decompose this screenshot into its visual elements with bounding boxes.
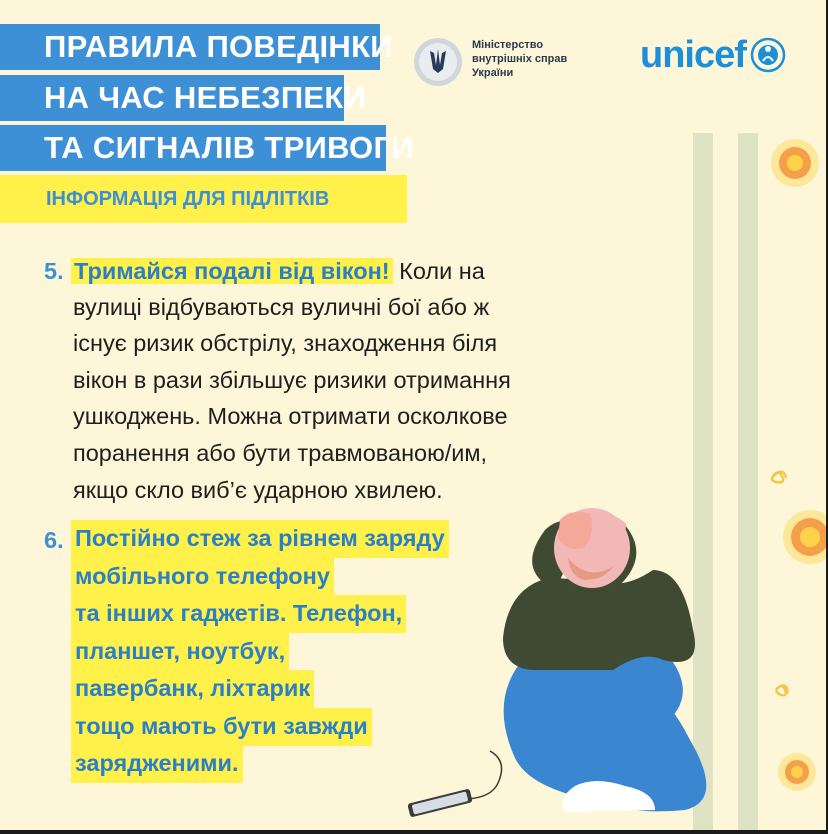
item-5-line-4: вікон в рази збільшує ризики отримання — [73, 367, 511, 393]
item-5-line-5: ушкоджень. Можна отримати осколкове — [73, 403, 508, 429]
item-6-line-2: мобільного телефону — [71, 558, 334, 596]
item-5-highlight: Тримайся подалі від вікон! — [71, 258, 393, 284]
phone-cable — [468, 751, 502, 799]
unicef-globe-icon — [750, 37, 786, 73]
squiggle-top — [772, 472, 786, 483]
ministry-name — [472, 38, 567, 80]
phone-icon — [407, 788, 472, 817]
item-6-line-6: тощо мають бути завжди — [71, 708, 372, 746]
title-line-3: ТА СИГНАЛІВ ТРИВОГИ — [0, 125, 386, 171]
item-6-line-1: Постійно стеж за рівнем заряду — [71, 520, 449, 558]
stripe-left — [693, 133, 713, 830]
unicef-logo — [640, 33, 786, 77]
item-6-number: 6. — [44, 527, 64, 553]
squiggle-bottom — [776, 686, 787, 696]
title-line-1: ПРАВИЛА ПОВЕДІНКИ — [0, 24, 380, 70]
ministry-logo — [412, 34, 612, 94]
item-5-number: 5. — [44, 258, 64, 284]
teen-illustration — [503, 508, 706, 812]
ukraine-trident-emblem-icon — [412, 36, 464, 88]
stripe-right — [738, 133, 758, 830]
item-6-line-4: планшет, ноутбук, — [71, 633, 289, 671]
ministry-line-1: Міністерство — [472, 39, 544, 51]
sun-circle-top — [771, 139, 819, 187]
item-5-line-7: якщо скло виб’є ударною хвилею. — [73, 477, 443, 503]
item-5-line-2: вулиці відбуваються вуличні бої або ж — [73, 294, 490, 320]
item-5-first-line-rest: Коли на — [392, 258, 485, 284]
item-5-line-3: існує ризик обстрілу, знаходження біля — [73, 330, 498, 356]
ministry-line-3: України — [472, 67, 514, 79]
sun-circle-bottom — [778, 753, 816, 791]
item-6-line-3: та інших гаджетів. Телефон, — [71, 595, 406, 633]
item-6-line-7: зарядженими. — [71, 745, 243, 783]
hand-left — [558, 512, 592, 549]
item-5-line-6: поранення або бути травмованою/им, — [73, 440, 488, 466]
subtitle-bar: ІНФОРМАЦІЯ ДЛЯ ПІДЛІТКІВ — [0, 175, 407, 223]
item-5-first-line — [71, 253, 485, 289]
unicef-wordmark: unicef — [640, 34, 746, 76]
item-6-line-5: павербанк, ліхтарик — [71, 670, 314, 708]
title-line-2: НА ЧАС НЕБЕЗПЕКИ — [0, 75, 344, 121]
sun-circle-middle — [783, 510, 826, 564]
ministry-line-2: внутрішніх справ — [472, 53, 568, 65]
